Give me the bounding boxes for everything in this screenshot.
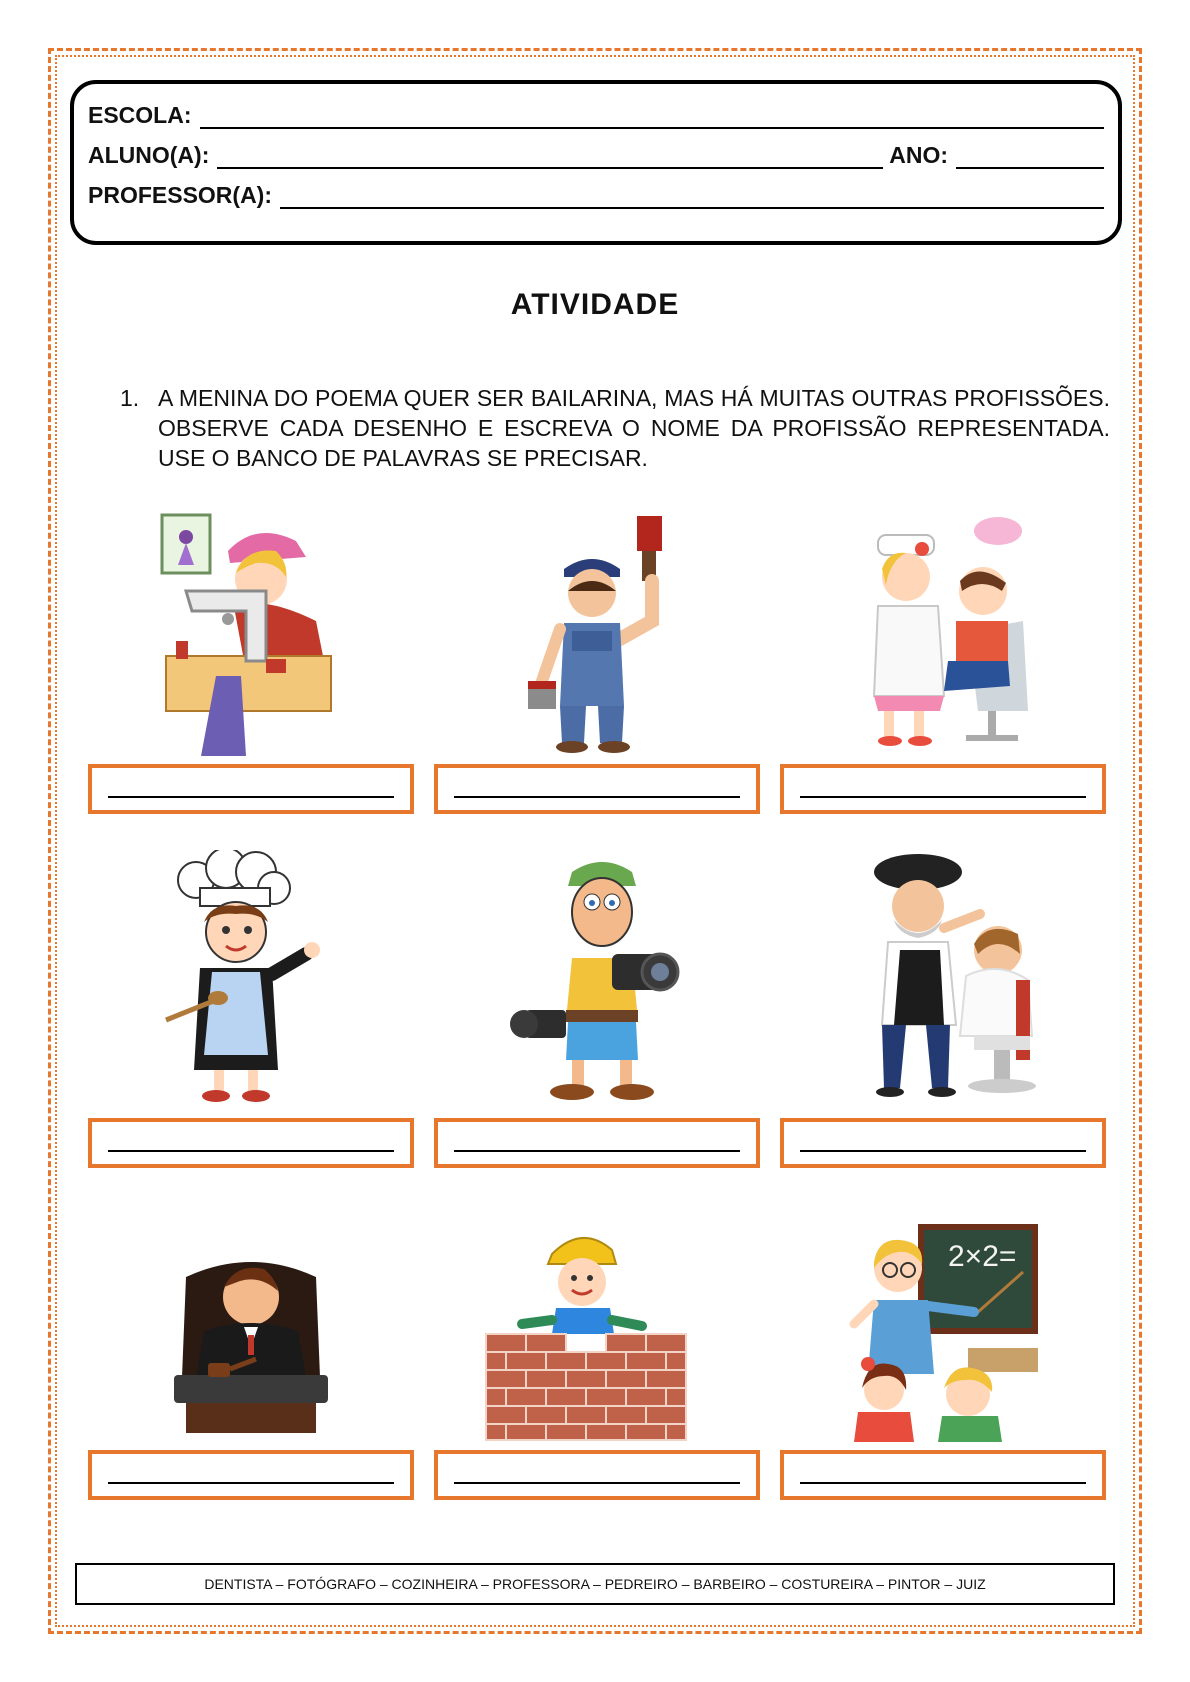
seamstress-icon (88, 506, 414, 756)
student-label: ALUNO(A): (88, 142, 210, 168)
student-info-box (70, 80, 1122, 245)
page-title: ATIVIDADE (510, 288, 680, 321)
answer-box[interactable] (780, 764, 1106, 814)
photographer-icon (434, 848, 760, 1108)
answer-box[interactable] (780, 1450, 1106, 1500)
judge-icon (88, 1222, 414, 1442)
answer-box[interactable] (434, 764, 760, 814)
bricklayer-icon (434, 1222, 760, 1442)
answer-box[interactable] (434, 1118, 760, 1168)
chalkboard-text: 2×2= (948, 1240, 1017, 1273)
school-label: ESCOLA: (88, 102, 192, 128)
year-field[interactable] (956, 149, 1104, 169)
dentist-icon (780, 506, 1106, 756)
teacher-field[interactable] (280, 189, 1104, 209)
answer-box[interactable] (88, 1450, 414, 1500)
school-field[interactable] (200, 109, 1105, 129)
student-row (88, 142, 1104, 169)
answer-box[interactable] (88, 764, 414, 814)
school-row (88, 102, 1104, 129)
painter-icon (434, 506, 760, 756)
teacher-row (88, 182, 1104, 209)
student-field[interactable] (217, 149, 883, 169)
answer-box[interactable] (88, 1118, 414, 1168)
word-bank (75, 1563, 1115, 1605)
answer-box[interactable] (780, 1118, 1106, 1168)
teacher-label: PROFESSOR(A): (88, 182, 272, 208)
teacher-icon (780, 1222, 1106, 1442)
question-instruction (120, 383, 1110, 473)
barber-icon (780, 848, 1106, 1108)
word-bank-text: DENTISTA – FOTÓGRAFO – COZINHEIRA – PROFESSORA – PEDREIRO – BARBEIRO – COSTUREIRA – PINTOR – JUIZ (204, 1576, 986, 1592)
answer-box[interactable] (434, 1450, 760, 1500)
question-number: 1. (120, 385, 140, 411)
question-text: A MENINA DO POEMA QUER SER BAILARINA, MAS HÁ MUITAS OUTRAS PROFISSÕES. OBSERVE CADA DESENHO E ESCREVA O NOME DA PROFISSÃO REPRESENTADA. USE O BANCO DE PALAVRAS SE PRECISAR. (158, 385, 1110, 471)
year-label: ANO: (889, 142, 948, 168)
cook-icon (88, 848, 414, 1108)
